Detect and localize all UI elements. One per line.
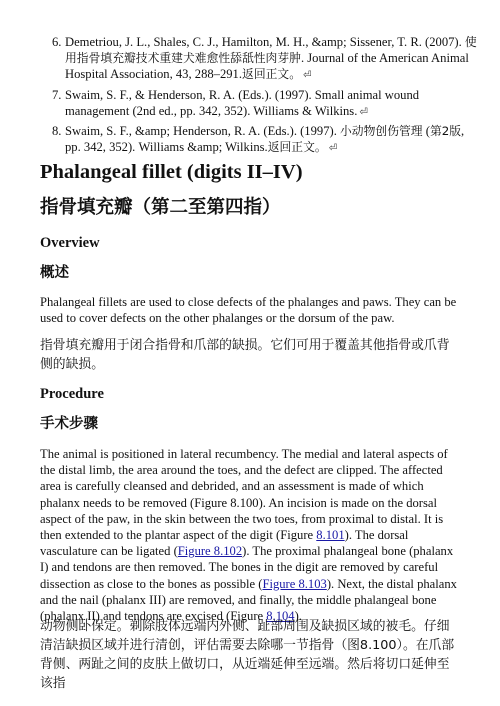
reference-item [40,34,480,85]
reference-text-en: ( [422,124,430,139]
return-arrow-icon: ⏎ [303,70,312,82]
reference-text-en: Swaim, S. F., &amp; Henderson, R. A. (Eds.). (1997). [65,124,340,139]
return-arrow-icon: ⏎ [328,143,338,155]
overview-heading-en: Overview [40,235,100,251]
procedure-text: ). [294,609,302,624]
procedure-text: ). Next, the distal phalanx and the nail (phalanx III) are removed, and finally, the middle phalangeal bone (phalanx II) and tendons are excised (Figure [40,576,457,624]
reference-number: 7. [52,87,62,102]
reference-item [40,87,480,121]
reference-item [40,123,480,157]
procedure-heading-en: Procedure [40,386,104,402]
procedure-text: ). The dorsal vasculature can be ligated ( [40,528,409,559]
reference-text-en: . Journal of the American Animal Hospital Association, 43, 288–291. [65,51,469,82]
reference-number: 6. [52,35,62,49]
section-title-zh: 指骨填充瓣（第二至第四指） [40,197,281,218]
overview-paragraph-zh: 指骨填充瓣用于闭合指骨和爪部的缺损。它们可用于覆盖其他指骨或爪背侧的缺损。 [40,338,450,372]
section-title-en: Phalangeal fillet (digits II–IV) [40,161,303,183]
return-to-text-link[interactable]: 返回正文。 [242,67,302,82]
figure-link[interactable]: Figure 8.102 [177,544,243,559]
procedure-text: The animal is positioned in lateral recumbency. The medial and lateral aspects of the distal limb, the area around the toes, and the defect are clipped. The affected area is carefully cleansed and debrided, and an assessment is made of which phalanx needs to be removed (Figure 8.100). An incision is made on the dorsal aspect of the paw, in the skin between the two toes, from proximal to distal. It is then extended to the plantar aspect of the digit (Figure [40,447,448,543]
reference-list [40,34,480,159]
procedure-paragraph-en [40,446,460,624]
figure-link[interactable]: 8.101 [316,528,345,543]
reference-text-en: Demetriou, J. L., Shales, C. J., Hamilton, M. H., &amp; Sissener, T. R. (2007). [65,35,465,49]
reference-text-zh: 使用指骨填充瓣技术重建犬难愈性舔舐性肉芽肿 [65,35,477,66]
figure-link[interactable]: Figure 8.103 [262,576,327,591]
reference-text-en: Swaim, S. F., & Henderson, R. A. (Eds.). (1997). Small animal wound management (2nd ed., pp. 342, 352). Williams & Wilkins. [65,87,420,118]
overview-heading-zh: 概述 [40,265,69,281]
figure-link[interactable]: 8.104 [266,609,295,624]
procedure-text: ). The proximal phalangeal bone (phalanx I) and tendons are then removed. The bones in the digit are removed by careful dissection as close to the bones as possible ( [40,544,454,591]
return-to-text-link[interactable]: 返回正文。 [267,140,327,155]
reference-text-en: , pp. 342, 352). Williams &amp; Wilkins. [65,124,465,155]
reference-number: 8. [52,124,62,139]
procedure-heading-zh: 手术步骤 [40,416,98,432]
overview-paragraph-en: Phalangeal fillets are used to close defects of the phalanges and paws. They can be used to cover defects on the other phalanges or the dorsum of the paw. [40,295,457,326]
reference-text-zh: 第2版 [429,124,462,139]
reference-text-zh: 小动物创伤管理 [340,124,423,139]
procedure-paragraph-zh: 动物侧卧保定。剃除肢体远端内外侧、趾部周围及缺损区域的被毛。仔细清洁缺损区域并进行清创，评估需要去除哪一节指骨（图8.100）。在爪部背侧、两趾之间的皮肤上做切口，从近端延伸至远端。然后将切口延伸至该指 [40,619,455,691]
return-arrow-icon: ⏎ [359,106,368,118]
